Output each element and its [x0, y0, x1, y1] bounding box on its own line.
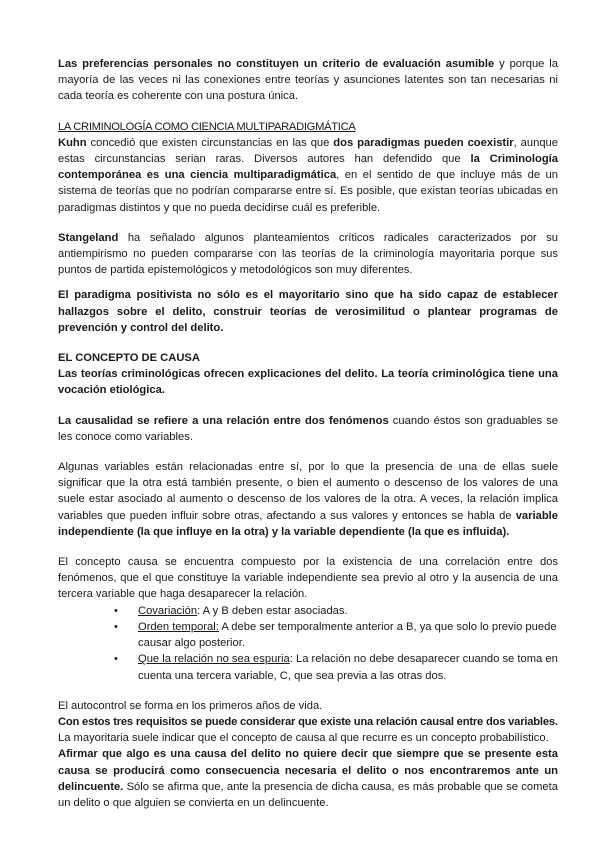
text-run: , en el sentido de que incluye más de un sistema de teorías que no podrían compararse entre sí. Es posible, que existan teorías ubicadas en paradigmas distintos y que no pueda decidirse cuál es preferible. — [58, 169, 558, 214]
text-run: concedió que existen circunstancias en las que — [86, 136, 334, 149]
section-heading-cause: EL CONCEPTO DE CAUSA — [58, 352, 200, 365]
section-heading-multiparadigm: LA CRIMINOLOGÍA COMO CIENCIA MULTIPARADIGMÁTICA — [58, 120, 356, 133]
bold-phrase: Kuhn — [58, 136, 87, 149]
list-item-label: Covariación — [138, 604, 198, 617]
requisites-line: Con estos tres requisitos se puede considerar que existe una relación causal entre dos variables. — [58, 715, 558, 728]
bold-phrase: variable independiente (la que influye en la otra) y la variable dependiente (la que es influida). — [58, 509, 558, 538]
text-run: Sólo se afirma que, ante la presencia de dicha causa, es más probable que se cometa un delito o que alguien se convierta en un delincuente. — [58, 780, 558, 809]
bold-phrase: dos paradigmas pueden coexistir — [333, 136, 514, 149]
list-item — [114, 651, 558, 683]
text-run: ha señalado algunos planteamientos críticos radicales caracterizados por su antiempirismo no pueden compararse con las teorías de la criminología mayoritaria porque sus puntos de partida epistemológicos y metodológicos son muy diferentes. — [58, 231, 558, 277]
bold-phrase: la Criminología contemporánea es una ciencia multiparadigmática — [58, 153, 558, 182]
text-run: , aunque estas circunstancias serian raras. Diversos autores han defendido que — [58, 136, 558, 166]
bold-phrase: La causalidad se refiere a una relación entre dos fenómenos — [58, 414, 389, 427]
cause-intro: Las teorías criminológicas ofrecen explicaciones del delito. La teoría criminológica tiene una vocación etiológica. — [58, 368, 558, 397]
list-item — [114, 603, 558, 619]
list-item-text: A debe ser temporalmente anterior a B, ya que solo lo previo puede causar algo posterior. — [138, 620, 557, 650]
bullet-icon: • — [114, 653, 118, 666]
stangeland-paragraph — [58, 230, 558, 279]
list-item-label: Orden temporal: — [138, 620, 219, 633]
variables-paragraph — [58, 459, 558, 540]
concept-paragraph: El concepto causa se encuentra compuesto por la existencia de una correlación entre dos fenómenos, que el que constituye la variable independiente sea previo al otro y la ausencia de una tercera variable que haga desaparecer la relación. — [58, 556, 558, 601]
list-item — [114, 619, 558, 651]
text-run: Algunas variables están relacionadas entre sí, por lo que la presencia de una de ellas suele significar que la otra está también presente, o bien el aumento o descenso de los valores de una suele estar asociado al aumento o descenso de los valores de la otra. A veces, la relación implica variables que pueden influir sobre otras, afectando a sus valores y entonces se habla de — [58, 461, 558, 522]
requirements-list — [58, 603, 558, 684]
kuhn-paragraph — [58, 135, 558, 216]
bold-phrase: Las preferencias personales no constituyen un criterio de evaluación asumible — [58, 58, 495, 70]
list-item-text: : La relación no debe desaparecer cuando se toma en cuenta una tercera variable, C, que sea previa a las otras dos. — [138, 653, 558, 682]
text-run: cuando éstos son graduables se les conoce como variables. — [58, 414, 558, 443]
document-page — [58, 56, 558, 811]
probabilistic-line: La mayoritaria suele indicar que el concepto de causa al que recurre es un concepto probabilístico. — [58, 732, 549, 745]
bold-phrase: Afirmar que algo es una causa del delito no quiere decir que siempre que se presente esta causa se producirá como consecuencia necesaria el delito o nos encontraremos ante un delincuente. — [58, 748, 558, 793]
bold-phrase: Stangeland — [58, 231, 119, 244]
autocontrol-line: El autocontrol se forma en los primeros años de vida. — [58, 699, 323, 712]
list-item-label: Que la relación no sea espuria — [138, 653, 290, 666]
bullet-icon: • — [114, 620, 118, 633]
causality-paragraph — [58, 413, 558, 445]
positivist-paragraph: El paradigma positivista no sólo es el mayoritario sino que ha sido capaz de establecer hallazgos sobre el delito, construir teorías de verosimilitud o plantear programas de prevención y control del delito. — [58, 289, 558, 334]
bullet-icon: • — [114, 604, 118, 617]
intro-paragraph — [58, 56, 558, 105]
final-paragraph — [58, 746, 558, 811]
text-run: y porque la mayoría de las veces ni las conexiones entre teorías y asunciones latentes son tan necesarias ni cada teoría es coherente con una postura única. — [58, 58, 558, 103]
list-item-text: : A y B deben estar asociadas. — [197, 604, 348, 617]
